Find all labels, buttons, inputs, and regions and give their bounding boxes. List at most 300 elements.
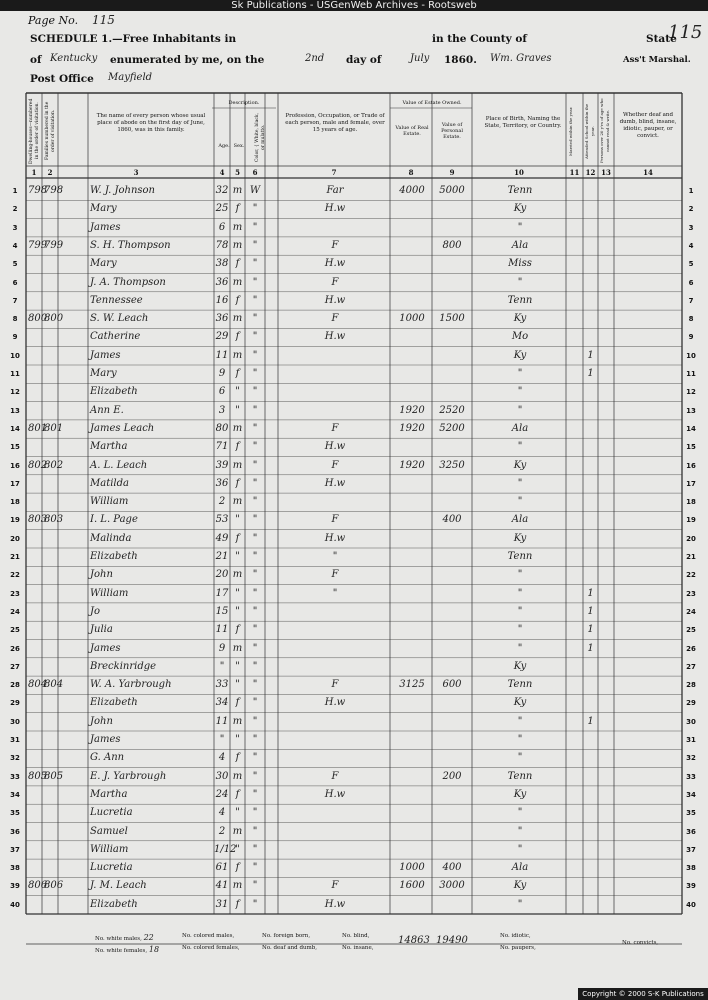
line-number-right: 5 — [688, 260, 694, 269]
line-number-left: 32 — [10, 754, 20, 763]
cell-color: " — [252, 587, 258, 599]
day-of-label: day of — [346, 54, 382, 66]
cell-birth: Ala — [511, 422, 529, 434]
cell-sex: m — [232, 185, 243, 196]
cell-name: Ann E. — [90, 404, 124, 416]
cell-birth: " — [517, 624, 523, 636]
table-row — [0, 182, 708, 200]
footer-insane: No. insane, — [342, 945, 374, 951]
line-number-right: 36 — [686, 827, 696, 836]
cell-pe: 3000 — [439, 880, 465, 892]
cell-f: 798 — [44, 185, 64, 196]
of-label: of — [30, 54, 42, 66]
county-label: in the County of — [432, 33, 527, 45]
line-number-left: 21 — [10, 553, 20, 561]
table-row — [0, 402, 708, 420]
line-number-right: 25 — [686, 626, 696, 635]
footer-total-real-estate: 14863 — [398, 935, 430, 946]
header-sex: Sex. — [233, 143, 245, 149]
cell-name: Lucretia — [90, 807, 133, 819]
header-description-group: Description. — [228, 100, 260, 106]
cell-sex: f — [235, 898, 240, 910]
cell-pe: 400 — [442, 514, 462, 526]
cell-age: 11 — [215, 715, 229, 727]
cell-sex: m — [232, 770, 243, 782]
cell-color: " — [252, 862, 258, 874]
cell-color: " — [252, 496, 258, 508]
cell-occ: H.w — [324, 294, 346, 306]
cell-age: 41 — [215, 880, 229, 892]
table-row — [0, 328, 708, 346]
cell-sex: m — [232, 276, 243, 288]
cell-occ: F — [331, 569, 339, 581]
cell-name: Tennessee — [90, 294, 143, 306]
cell-name: J. M. Leach — [90, 880, 147, 892]
cell-sex: m — [232, 313, 243, 325]
cell-pe: 5000 — [439, 185, 465, 196]
cell-d: 800 — [28, 313, 48, 325]
cell-birth: " — [517, 276, 523, 288]
line-number-left: 3 — [12, 223, 18, 232]
year-label: 1860. — [444, 54, 477, 66]
cell-color: " — [252, 459, 258, 471]
header-color: Color, { White, black, or mulatto. — [255, 112, 266, 162]
cell-sex: " — [235, 605, 240, 617]
cell-color: " — [252, 294, 258, 306]
cell-f: 799 — [44, 239, 64, 251]
cell-color: " — [252, 349, 258, 361]
cell-color: " — [252, 624, 258, 636]
cell-color: " — [252, 239, 258, 251]
cell-sch: 1 — [587, 642, 594, 654]
cell-age: 11 — [215, 349, 229, 361]
cell-age: " — [219, 660, 225, 672]
table-row — [0, 804, 708, 822]
line-number-right: 17 — [686, 479, 696, 488]
cell-sex: f — [235, 788, 240, 800]
cell-name: Samuel — [90, 825, 128, 837]
cell-color: " — [252, 569, 258, 581]
cell-color: " — [252, 843, 258, 855]
cell-name: Julia — [90, 624, 113, 636]
archive-banner: Sk Publications - USGenWeb Archives - Rootsweb — [0, 0, 708, 11]
header-birthplace: Place of Birth, Naming the State, Territory, or Country. — [484, 116, 562, 129]
cell-occ: H.w — [324, 477, 346, 489]
footer-white-females: No. white females, 18 — [95, 945, 160, 954]
column-number: 8 — [408, 168, 414, 177]
table-row — [0, 676, 708, 694]
cell-color: " — [252, 368, 258, 379]
cell-sex: " — [235, 807, 240, 819]
line-number-left: 19 — [10, 516, 20, 525]
cell-d: 799 — [28, 239, 48, 251]
cell-occ: F — [331, 459, 339, 471]
table-row — [0, 548, 708, 566]
cell-age: 39 — [215, 459, 229, 471]
cell-occ: H.w — [324, 203, 346, 215]
cell-age: 4 — [218, 752, 226, 764]
cell-pe: 2520 — [439, 404, 465, 416]
header-occupation: Profession, Occupation, or Trade of each person, male and female, over 15 years of age. — [285, 113, 385, 133]
table-row — [0, 640, 708, 658]
table-row — [0, 530, 708, 548]
line-number-right: 28 — [686, 681, 696, 690]
table-row — [0, 768, 708, 786]
cell-sex: " — [235, 843, 240, 855]
cell-color: " — [252, 734, 258, 745]
cell-re: 1000 — [399, 313, 425, 325]
table-row — [0, 786, 708, 804]
cell-birth: Tenn — [507, 294, 533, 306]
cell-sex: m — [232, 642, 243, 654]
cell-d: 801 — [28, 422, 48, 434]
cell-birth: Ky — [513, 203, 527, 215]
table-row — [0, 310, 708, 328]
cell-name: A. L. Leach — [90, 459, 148, 471]
cell-name: Malinda — [90, 532, 132, 544]
cell-re: 1600 — [399, 880, 425, 892]
cell-sch: 1 — [587, 349, 594, 361]
header-dwelling: Dwelling-houses—numbered in the order of visitation. — [29, 98, 40, 164]
schedule-title: SCHEDULE 1.—Free Inhabitants in — [30, 33, 237, 45]
cell-color: " — [252, 514, 258, 526]
cell-sex: f — [235, 624, 240, 636]
line-number-right: 38 — [686, 864, 696, 873]
cell-birth: " — [517, 587, 523, 599]
footer-foreign-born: No. foreign born, — [262, 933, 311, 939]
cell-occ: F — [331, 679, 339, 691]
footer-colored-males: No. colored males, — [182, 933, 235, 939]
line-number-right: 18 — [686, 498, 696, 507]
cell-name: J. A. Thompson — [90, 276, 166, 288]
cell-name: Mary — [90, 368, 117, 379]
cell-age: 9 — [218, 368, 226, 379]
cell-pe: 200 — [442, 770, 462, 782]
cell-occ: " — [332, 587, 338, 599]
cell-sex: " — [235, 679, 240, 691]
cell-color: " — [252, 404, 258, 416]
table-row — [0, 438, 708, 456]
state-label: State — [646, 33, 677, 45]
line-number-right: 32 — [686, 754, 696, 763]
cell-name: James — [90, 642, 121, 654]
cell-occ: F — [331, 239, 339, 251]
cell-age: 25 — [215, 203, 229, 215]
cell-birth: Miss — [508, 258, 532, 270]
table-row — [0, 823, 708, 841]
line-number-left: 36 — [10, 827, 20, 836]
cell-age: 36 — [215, 313, 229, 325]
cell-name: Elizabeth — [90, 551, 138, 562]
line-number-right: 22 — [686, 571, 696, 580]
table-row — [0, 841, 708, 859]
line-number-left: 23 — [10, 589, 20, 598]
cell-occ: H.w — [324, 258, 346, 270]
state-value: Kentucky — [50, 53, 98, 64]
cell-name: Martha — [90, 441, 128, 453]
cell-name: S. H. Thompson — [90, 239, 171, 251]
cell-d: 798 — [28, 185, 48, 196]
cell-sex: " — [235, 734, 240, 745]
page-number-label: Page No. — [28, 14, 79, 27]
line-number-right: 23 — [686, 589, 696, 598]
cell-birth: Ala — [511, 239, 529, 251]
page-number-value: 115 — [92, 13, 115, 27]
cell-re: 1920 — [399, 404, 425, 416]
cell-f: 805 — [44, 770, 64, 782]
table-row — [0, 713, 708, 731]
table-row — [0, 365, 708, 383]
cell-age: 6 — [218, 221, 226, 233]
cell-d: 803 — [28, 514, 48, 526]
cell-birth: Ky — [513, 660, 527, 672]
cell-sex: f — [235, 441, 240, 453]
line-number-left: 22 — [10, 571, 20, 580]
cell-birth: " — [517, 605, 523, 617]
cell-age: 49 — [215, 532, 229, 544]
cell-sex: m — [232, 496, 243, 508]
table-row — [0, 749, 708, 767]
line-number-right: 7 — [688, 296, 694, 305]
line-number-right: 40 — [686, 900, 696, 909]
cell-occ: F — [331, 422, 339, 434]
table-row — [0, 420, 708, 438]
line-number-left: 34 — [10, 790, 20, 799]
cell-birth: Ky — [513, 788, 527, 800]
line-number-right: 8 — [688, 315, 694, 324]
cell-occ: F — [331, 770, 339, 782]
cell-name: James — [90, 221, 121, 233]
line-number-right: 10 — [686, 351, 696, 360]
cell-f: 802 — [44, 459, 64, 471]
cell-name: I. L. Page — [90, 514, 138, 526]
cell-age: 9 — [218, 642, 226, 654]
cell-age: 29 — [215, 331, 229, 343]
table-row — [0, 658, 708, 676]
column-number: 13 — [601, 168, 611, 177]
line-number-right: 24 — [686, 607, 696, 616]
table-row — [0, 877, 708, 895]
cell-color: " — [252, 898, 258, 910]
cell-name: James — [90, 349, 121, 361]
cell-sex: m — [232, 221, 243, 233]
table-row — [0, 274, 708, 292]
cell-age: 17 — [215, 587, 229, 599]
footer-colored-females: No. colored females, — [182, 945, 240, 951]
cell-pe: 1500 — [439, 313, 465, 325]
footer-white-males: No. white males, 22 — [95, 933, 154, 942]
table-row — [0, 585, 708, 603]
cell-birth: Tenn — [507, 679, 533, 691]
cell-birth: " — [517, 843, 523, 855]
footer-blind: No. blind, — [342, 933, 370, 939]
column-number: 12 — [585, 168, 596, 177]
cell-re: 4000 — [399, 185, 425, 196]
table-row — [0, 219, 708, 237]
cell-birth: " — [517, 569, 523, 581]
line-number-left: 13 — [10, 406, 20, 415]
table-row — [0, 511, 708, 529]
header-married: Married within the year. — [568, 106, 573, 156]
cell-birth: " — [517, 386, 523, 398]
line-number-right: 29 — [686, 699, 696, 708]
cell-age: 30 — [215, 770, 229, 782]
line-number-left: 17 — [10, 479, 20, 488]
cell-birth: " — [517, 642, 523, 654]
cell-occ: F — [331, 880, 339, 892]
cell-age: 3 — [218, 404, 226, 416]
cell-color: " — [252, 715, 258, 727]
cell-pe: 800 — [442, 239, 462, 251]
line-number-left: 31 — [10, 736, 20, 744]
cell-name: Elizabeth — [90, 898, 138, 910]
line-number-right: 27 — [686, 662, 696, 671]
line-number-left: 5 — [12, 260, 18, 269]
column-number: 10 — [514, 168, 524, 177]
cell-age: 4 — [218, 807, 226, 819]
cell-birth: Ky — [513, 532, 527, 544]
cell-name: S. W. Leach — [90, 313, 149, 325]
column-number: 7 — [331, 168, 337, 177]
line-number-right: 14 — [686, 424, 696, 433]
cell-birth: Ky — [513, 880, 527, 892]
cell-color: " — [252, 422, 258, 434]
cell-color: " — [252, 660, 258, 672]
cell-name: Catherine — [90, 331, 141, 343]
cell-birth: Mo — [511, 331, 529, 343]
cell-birth: " — [517, 825, 523, 837]
cell-birth: " — [517, 734, 523, 745]
table-row — [0, 731, 708, 749]
line-number-left: 27 — [10, 662, 20, 671]
table-row — [0, 292, 708, 310]
line-number-left: 35 — [10, 809, 20, 818]
cell-color: " — [252, 441, 258, 453]
cell-name: Jo — [90, 605, 101, 617]
cell-name: Lucretia — [90, 862, 133, 874]
cell-age: 34 — [215, 697, 229, 709]
cell-birth: Ala — [511, 862, 529, 874]
cell-birth: " — [517, 496, 523, 508]
cell-birth: " — [517, 221, 523, 233]
cell-age: 15 — [215, 605, 229, 617]
cell-age: 24 — [215, 788, 229, 800]
line-number-left: 10 — [10, 351, 20, 360]
header-illiterate: Persons over 20 y'rs of age who cannot read & write. — [599, 98, 610, 164]
cell-sex: " — [235, 514, 240, 526]
cell-age: 31 — [215, 898, 229, 910]
line-number-left: 33 — [10, 772, 20, 781]
cell-age: 20 — [215, 569, 229, 581]
copyright-notice: Copyright © 2000 S-K Publications — [578, 988, 708, 1000]
cell-sex: " — [235, 404, 240, 416]
line-number-right: 16 — [686, 461, 696, 470]
line-number-left: 25 — [10, 626, 20, 635]
cell-re: 1000 — [399, 862, 425, 874]
cell-age: 16 — [215, 294, 229, 306]
line-number-left: 20 — [10, 534, 20, 543]
column-number: 6 — [252, 168, 258, 177]
line-number-left: 7 — [12, 296, 18, 305]
cell-name: W. A. Yarbrough — [90, 679, 172, 691]
table-row — [0, 859, 708, 877]
line-number-left: 4 — [12, 241, 18, 250]
line-number-left: 12 — [10, 388, 20, 397]
cell-color: " — [252, 788, 258, 800]
cell-name: John — [90, 715, 113, 727]
cell-name: William — [90, 843, 129, 855]
cell-re: 3125 — [399, 679, 425, 691]
cell-birth: " — [517, 368, 523, 379]
cell-sex: f — [235, 368, 240, 379]
cell-color: " — [252, 551, 258, 562]
cell-occ: H.w — [324, 441, 346, 453]
cell-age: 80 — [215, 422, 229, 434]
line-number-left: 9 — [12, 333, 18, 342]
line-number-left: 38 — [10, 864, 20, 873]
cell-occ: H.w — [324, 898, 346, 910]
footer-deaf-dumb: No. deaf and dumb, — [262, 945, 317, 951]
line-number-left: 6 — [12, 278, 18, 287]
cell-color: " — [252, 276, 258, 288]
cell-sex: m — [232, 715, 243, 727]
cell-color: " — [252, 313, 258, 325]
cell-age: 36 — [215, 477, 229, 489]
cell-pe: 600 — [442, 679, 462, 691]
cell-name: W. J. Johnson — [90, 185, 155, 196]
table-row — [0, 237, 708, 255]
cell-age: 6 — [218, 386, 226, 398]
cell-occ: H.w — [324, 532, 346, 544]
cell-name: William — [90, 496, 129, 508]
cell-birth: Tenn — [507, 185, 533, 196]
footer-convicts: No. convicts, — [622, 940, 659, 946]
marshal-name: Wm. Graves — [490, 53, 552, 64]
cell-sex: f — [235, 477, 240, 489]
cell-age: 2 — [218, 825, 226, 837]
cell-age: 38 — [215, 258, 229, 270]
cell-name: James — [90, 734, 121, 745]
line-number-right: 12 — [686, 388, 696, 397]
cell-birth: " — [517, 404, 523, 416]
cell-age: 71 — [215, 441, 229, 453]
table-row — [0, 694, 708, 712]
column-number: 2 — [47, 168, 53, 177]
cell-name: Mary — [90, 203, 117, 215]
cell-sch: 1 — [587, 605, 594, 617]
cell-birth: Tenn — [507, 770, 533, 782]
column-number: 5 — [235, 168, 240, 177]
cell-birth: " — [517, 898, 523, 910]
cell-age: 1/12 — [214, 843, 237, 855]
cell-age: 78 — [215, 239, 229, 251]
cell-pe: 400 — [442, 862, 462, 874]
cell-f: 800 — [44, 313, 64, 325]
line-number-right: 26 — [686, 644, 696, 653]
column-number: 4 — [219, 168, 225, 177]
line-number-left: 29 — [10, 699, 20, 708]
footer-idiotic: No. idiotic, — [500, 933, 531, 939]
line-number-right: 30 — [686, 717, 696, 726]
header-description: Age. — [218, 143, 230, 149]
line-number-right: 31 — [686, 736, 696, 744]
cell-birth: " — [517, 477, 523, 489]
line-number-left: 14 — [10, 424, 20, 433]
line-number-left: 8 — [12, 315, 18, 324]
header-school: Attended School within the year. — [584, 103, 595, 159]
table-row — [0, 200, 708, 218]
cell-color: " — [252, 477, 258, 489]
